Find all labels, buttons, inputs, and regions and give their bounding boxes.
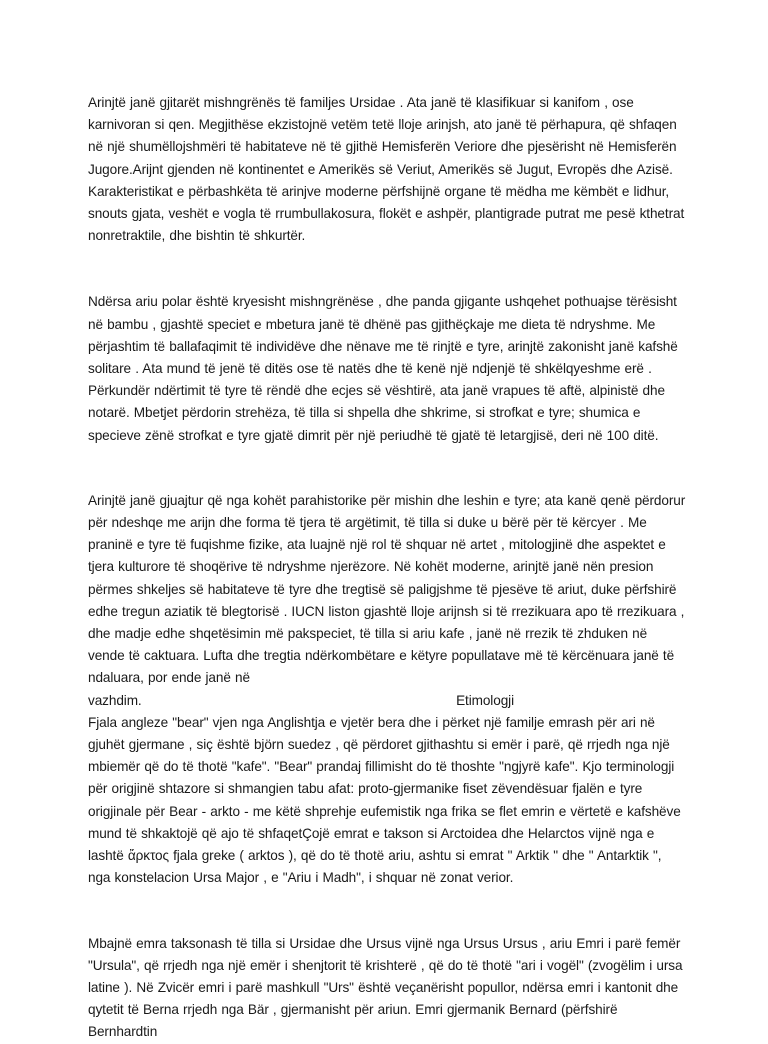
paragraph-diet-behavior: Ndërsa ariu polar është kryesisht mishngrënëse , dhe panda gjigante ushqehet pothuajse tërësisht në bambu , gjashtë speciet e mbetura janë të dhënë pas gjithëçkaje me dieta të ndryshme. Me përjashtim të ballafaqimit të individëve dhe nënave me të rinjtë e tyre, arinjtë zakonisht janë kafshë solitare . Ata mund të jenë të ditës ose të natës dhe të kenë një ndjenjë të shkëlqyeshme erë . Përkundër ndërtimit të tyre të rëndë dhe ecjes së vështirë, ata janë vrapues të aftë, alpinistë dhe notarë. Mbetjet përdorin strehëza, të tilla si shpella dhe shkrime, si strofkat e tyre; shumica e specieve zënë strofkat e tyre gjatë dimrit për një periudhë të gjatë të letargjisë, deri në 100 ditë.: [88, 294, 678, 443]
paragraph-spacer: [88, 247, 686, 291]
paragraph-spacer: [88, 890, 686, 933]
section-heading-etymology: Etimologji: [456, 692, 514, 708]
paragraph-last-word: vazhdim.: [88, 692, 142, 708]
paragraph-spacer: [88, 447, 686, 490]
paragraph-intro: Arinjtë janë gjitarët mishngrënës të familjes Ursidae . Ata janë të klasifikuar si kanifom , ose karnivoran si qen. Megjithëse ekzistojnë vetëm tetë lloje arinjsh, ato janë të përhapura, që shfaqen në një shumëllojshmëri të habitateve në të gjithë Hemisferën Veriore dhe pjesërisht në Hemisferën Jugore.Arijnt gjenden në kontinentet e Amerikës së Veriut, Amerikës së Jugut, Evropës dhe Azisë. Karakteristikat e përbashkëta të arinjve moderne përfshijnë organe të mëdha me këmbët e lidhur, snouts gjata, veshët e vogla të rrumbullakosura, flokët e ashpër, plantigrade putrat me pesë kthetrat nonretraktile, dhe bishtin të shkurtër.: [88, 95, 685, 244]
paragraph-etymology: Fjala angleze "bear" vjen nga Anglishtja e vjetër bera dhe i përket një familje emrash për ari në gjuhët gjermane , siç është björn suedez , që përdoret gjithashtu si emër i parë, që rrjedh nga një mbiemër që do të thotë "kafe". "Bear" prandaj fillimisht do të thoshte "ngjyrë kafe". Kjo terminologji për origjinë shtazore si shmangien tabu afat: proto-gjermanike fiset zëvendësuar fjalën e tyre origjinale për Bear - arkto - me këtë shprehje eufemistik nga frika se flet emrin e vërtetë e kafshëve mund të shkaktojë që ajo të shfaqetÇojë emrat e takson si Arctoidea dhe Helarctos vijnë nga e lashtë ἄρκτος fjala greke ( arktos ), që do të thotë ariu, ashtu si emrat " Arktik " dhe " Antarktik ", nga konstelacion Ursa Major , e "Ariu i Madh", i shquar në zonat verior.: [88, 714, 681, 886]
document-body: [88, 92, 686, 1044]
paragraph-human-relations: Arinjtë janë gjuajtur që nga kohët parahistorike për mishin dhe leshin e tyre; ata kanë qenë përdorur për ndeshqe me arijn dhe forma të tjera të argëtimit, të tilla si duke u bërë për të kërcyer . Me praninë e tyre të fuqishme fizike, ata luajnë një rol të shquar në artet , mitologjinë dhe aspektet e tjera kulturore të shoqërive të ndryshme njerëzore. Në kohët moderne, arinjtë janë nën presion përmes shkeljes së habitateve të tyre dhe tregtisë së paligjshme të pjesëve të ariut, duke përfshirë edhe tregun aziatik të blegtorisë . IUCN liston gjashtë lloje arijnsh si të rrezikuara apo të rrezikuara , dhe madje edhe shqetësimin më pakspeciet, të tilla si ariu kafe , janë në rrezik të zhduken në vende të caktuara. Lufta dhe tregtia ndërkombëtare e këtyre popullatave më të kërcënuara janë të ndaluara, por ende janë në: [88, 492, 686, 686]
paragraph-taxon-names: Mbajnë emra taksonash të tilla si Ursidae dhe Ursus vijnë nga Ursus Ursus , ariu Emri i parë femër "Ursula", që rrjedh nga një emër i shenjtorit të krishterë , që do të thotë "ari i vogël" (zvogëlim i ursa latine ). Në Zvicër emri i parë mashkull "Urs" është veçanërisht popullor, ndërsa emri i kantonit dhe qytetit të Berna rrjedh nga Bär , gjermanisht për ariun. Emri gjermanik Bernard (përfshirë Bernhardtin: [88, 935, 683, 1040]
paragraph-last-line: [88, 690, 686, 712]
